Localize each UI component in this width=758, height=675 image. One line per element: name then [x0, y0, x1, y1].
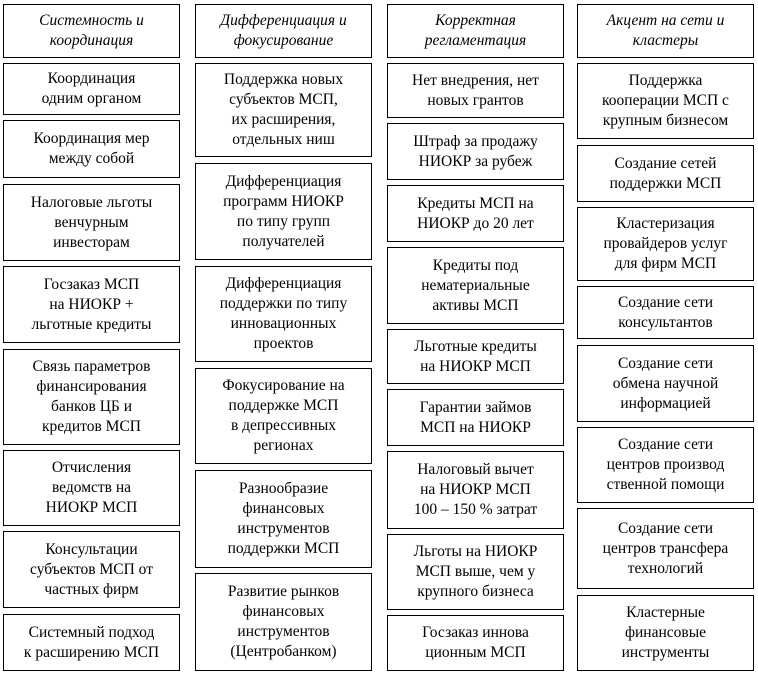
column-2-item-3: Дифференциация поддержки по типу инновационных проектов — [195, 266, 372, 362]
column-1-item-5: Связь параметров финансирования банков ЦБ и кредитов МСП — [3, 349, 180, 445]
column-3-item-9: Госзаказ иннова ционным МСП — [387, 615, 564, 671]
column-3-item-3: Кредиты МСП на НИОКР до 20 лет — [387, 185, 564, 242]
column-1-header: Системность и координация — [3, 4, 180, 58]
column-3-item-8: Льготы на НИОКР МСП выше, чем у крупного бизнеса — [387, 534, 564, 610]
column-3-item-1: Нет внедрения, нет новых грантов — [387, 63, 564, 118]
column-2-item-1: Поддержка новых субъектов МСП, их расширения, отдельных ниш — [195, 63, 372, 157]
column-3-item-5: Льготные кредиты на НИОКР МСП — [387, 329, 564, 384]
column-2-item-6: Развитие рынков финансовых инструментов (Центробанком) — [195, 573, 372, 671]
column-1-item-7: Консультации субъектов МСП от частных фирм — [3, 531, 180, 608]
column-2-item-5: Разнообразие финансовых инструментов поддержки МСП — [195, 470, 372, 568]
column-1-item-1: Координация одним органом — [3, 63, 180, 115]
column-2-item-4: Фокусирование на поддержке МСП в депрессивных регионах — [195, 368, 372, 464]
column-4-item-7: Создание сети центров трансфера технологий — [577, 508, 754, 589]
column-4-item-2: Создание сетей поддержки МСП — [577, 145, 754, 202]
column-1-item-2: Координация мер между собой — [3, 120, 180, 178]
column-4-item-4: Создание сети консультантов — [577, 286, 754, 339]
column-2-item-2: Дифференциация программ НИОКР по типу групп получателей — [195, 163, 372, 260]
column-3-header: Корректная регламентация — [387, 4, 564, 58]
column-4-item-8: Кластерные финансовые инструменты — [577, 595, 754, 671]
column-3-item-7: Налоговый вычет на НИОКР МСП 100 – 150 % затрат — [387, 451, 564, 529]
column-3-item-6: Гарантии займов МСП на НИОКР — [387, 389, 564, 446]
column-1-item-4: Госзаказ МСП на НИОКР + льготные кредиты — [3, 266, 180, 343]
column-4-item-5: Создание сети обмена научной информацией — [577, 345, 754, 422]
column-4-item-6: Создание сети центров производ ственной помощи — [577, 427, 754, 503]
column-4-item-1: Поддержка кооперации МСП с крупным бизнесом — [577, 63, 754, 139]
column-1-item-8: Системный подход к расширению МСП — [3, 614, 180, 671]
column-4-header: Акцент на сети и кластеры — [577, 4, 754, 58]
column-3-item-4: Кредиты под нематериальные активы МСП — [387, 247, 564, 324]
column-3-item-2: Штраф за продажу НИОКР за рубеж — [387, 123, 564, 180]
column-2-header: Дифференциация и фокусирование — [195, 4, 372, 58]
column-4-item-3: Кластеризация провайдеров услуг для фирм МСП — [577, 207, 754, 281]
column-1-item-6: Отчисления ведомств на НИОКР МСП — [3, 450, 180, 526]
column-1-item-3: Налоговые льготы венчурным инвесторам — [3, 184, 180, 261]
